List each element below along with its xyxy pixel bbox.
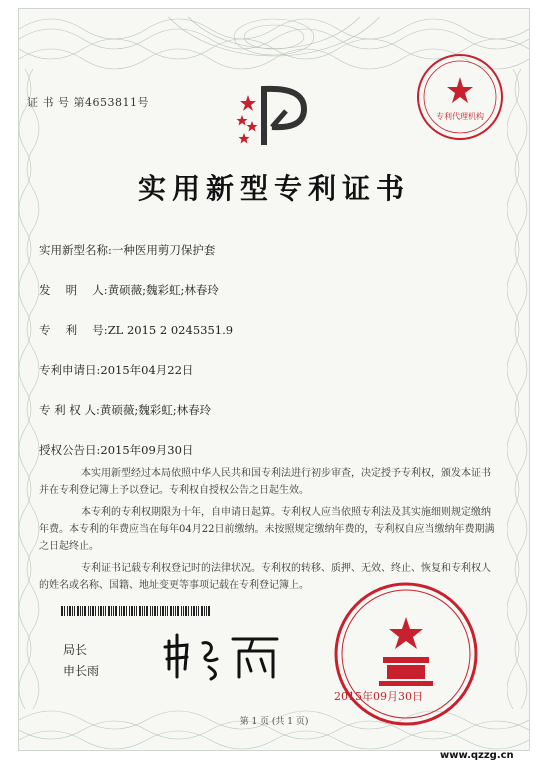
paragraph-register: 专利证书记载专利权登记时的法律状况。专利权的转移、质押、无效、终止、恢复和专利权人的姓名或名称、国籍、地址变更等事项记载在专利登记簿上。 <box>39 563 491 591</box>
field-label: 发 明 人: <box>39 283 108 297</box>
certificate-number: 证 书 号 第4653811号 <box>27 96 149 109</box>
paragraph-term: 本专利的专利权期限为十年，自申请日起算。专利权人应当依照专利法及其实施细则规定缴纳年费。本专利的年费应当在每年04月22日前缴纳。未按照规定缴纳年费的，专利权自应当缴纳年费期满之日起终止。 <box>39 507 495 552</box>
field-value: 黄硕薇;魏彩虹;林春玲 <box>107 283 219 297</box>
field-label: 专 利 号: <box>39 323 108 337</box>
field-value: ZL 2015 2 0245351.9 <box>107 323 234 337</box>
field-value: 2015年04月22日 <box>100 363 194 377</box>
field-label: 实用新型名称: <box>39 243 112 257</box>
agency-seal-icon <box>414 51 506 143</box>
signature-title: 局长 <box>63 643 88 657</box>
field-grant-date <box>39 442 193 458</box>
field-label: 授权公告日: <box>39 443 101 457</box>
field-utility-model-name <box>39 242 215 258</box>
field-label: 专利申请日: <box>39 363 101 377</box>
field-value: 2015年09月30日 <box>100 443 194 457</box>
patent-office-logo <box>234 81 314 151</box>
signature-name: 申长雨 <box>63 664 100 678</box>
seal-date: 2015年09月30日 <box>334 690 423 703</box>
handwritten-signature <box>159 629 289 684</box>
paragraph-grant: 本实用新型经过本局依照中华人民共和国专利法进行初步审查，决定授予专利权，颁发本证书并在专利登记簿上予以登记。专利权自授权公告之日起生效。 <box>39 468 491 496</box>
official-seal-icon <box>331 579 481 729</box>
field-label: 专 利 权 人: <box>39 403 100 417</box>
field-value: 一种医用剪刀保护套 <box>111 243 216 257</box>
field-application-date <box>39 362 193 378</box>
page-number: 第 1 页 (共 1 页) <box>239 717 309 727</box>
field-value: 黄硕薇;魏彩虹;林春玲 <box>99 403 212 417</box>
field-patentee <box>39 402 211 418</box>
agency-seal-text: 专利代理机构 <box>436 112 484 121</box>
field-patent-number <box>39 322 233 338</box>
field-inventors <box>39 282 219 298</box>
document-title: 实用新型专利证书 <box>137 172 410 205</box>
barcode-icon <box>61 606 211 616</box>
watermark: www.qzzg.cn <box>440 750 514 761</box>
certificate-frame <box>18 8 530 751</box>
